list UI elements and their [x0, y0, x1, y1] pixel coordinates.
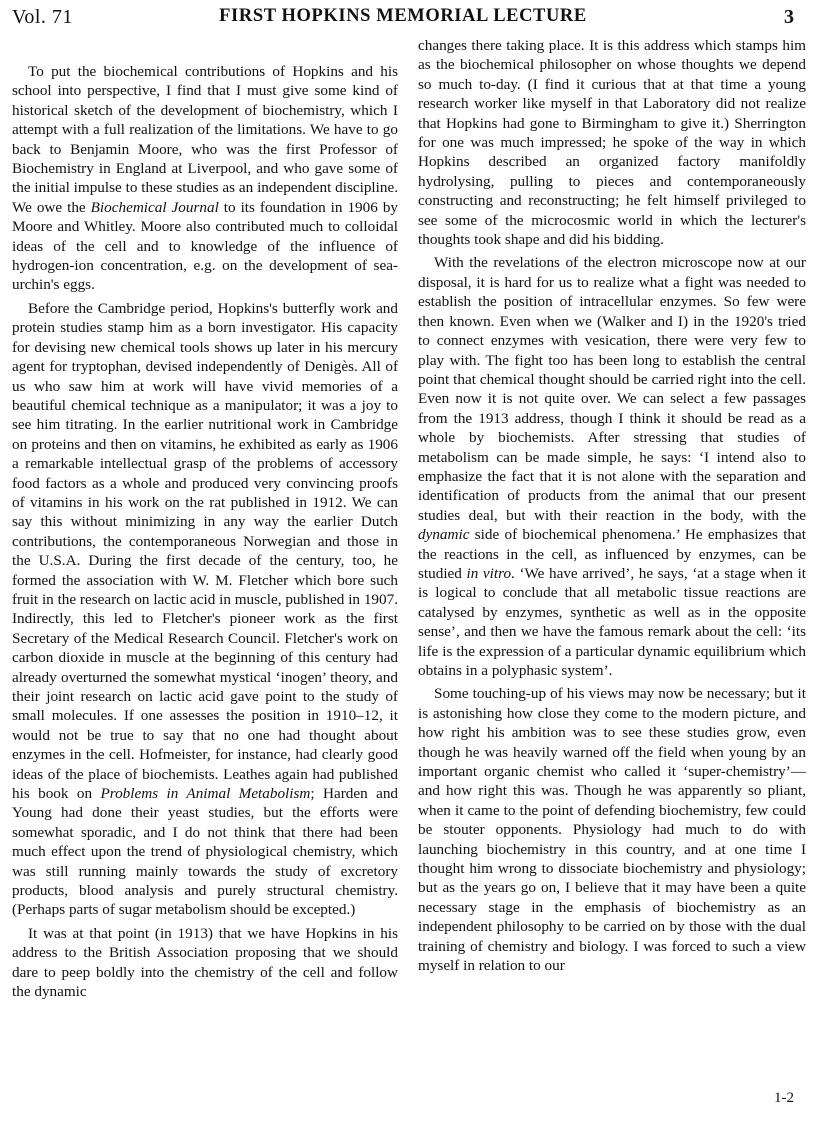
- paragraph: Some touching-up of his views may now be necessary; but it is astonishing how close they come to the modern picture, and how right his ambition was to see these studies grow, even though he was heavily warned off the field when young by an important organic chemist who called it ‘super-chemistry’—and how right this was. Though he was apparently so pliant, when it came to the point of defending biochemistry, few could be stouter opponents. Physiology had much to do with launching biochemistry in this country, and at one time I thought him wrong to dissociate biochemistry and physiology; but as the years go on, I believe that it may have been a quite necessary stage in the emphasis of biochemistry as an independent philosophy to be carried on by those with the dual training of chemistry and biology. I was forced to such a view myself in relation to our: [418, 685, 806, 975]
- left-column: [12, 62, 398, 1006]
- journal-title: Biochemical Journal: [90, 198, 219, 216]
- paragraph: With the revelations of the electron microscope now at our disposal, it is hard for us to realize what a fight was needed to establish the position of intracellular enzymes. So few were then known. Even when we (Walker and I) in the 1920's tried to connect enzymes with vesication, there were very few to play with. The fight too has been long to establish the central point that chemical thought should be carried right into the cell. Even now it is not quite over. We can select a few passages from the 1913 address, though I think it should be read as a whole by biochemists. After stressing that studies of metabolism can be made simple, he says: ‘I intend also to emphasize the fact that it is not alone with the separation and identification of products from the animal that our present studies deal, but with their reaction in the body, with the dynamic side of biochemical phenomena.’ He emphasizes that the reactions in the cell, as influenced by enzymes, can be studied in vitro. ‘We have arrived’, he says, ‘at a stage when it is logical to conclude that all metabolic tissue reactions are catalysed by enzymes, synthetic as well as in the opposite sense’, and then we have the famous remark about the cell: ‘its life is the expression of a particular dynamic equilibrium which obtains in a polyphasic system’.: [418, 254, 807, 679]
- volume-label: Vol. 71: [12, 6, 73, 28]
- paragraph: changes there taking place. It is this address which stamps him as the biochemical philosopher on whose thoughts we depend so much to-day. (I find it curious that at that time a young research worker like myself in that Laboratory did not realize that Hopkins had gone to Birmingham to give it.) Sherrington for one was much impressed; he spoke of the way in which Hopkins described an organized factory manifoldly hydrolysing, pulling to pieces and contemporaneously constructing and reconstructing; he felt himself privileged to see some of the microcosmic world in which the lecturer's thoughts took shape and did his bidding.: [418, 37, 806, 249]
- signature-mark: 1-2: [774, 1090, 794, 1106]
- right-column: [418, 36, 806, 980]
- running-header: [12, 6, 794, 36]
- emphasis: dynamic: [418, 526, 470, 544]
- running-title: FIRST HOPKINS MEMORIAL LECTURE: [219, 6, 587, 26]
- paragraph: It was at that point (in 1913) that we have Hopkins in his address to the British Association proposing that we should dare to peep boldly into the chemistry of the cell and follow the dynamic: [12, 924, 398, 1001]
- emphasis: in vitro: [466, 564, 512, 582]
- book-title: Problems in Animal Metabolism: [100, 785, 311, 803]
- page-number: 3: [784, 6, 794, 28]
- paragraph: To put the biochemical contributions of Hopkins and his school into perspective, I find that I must give some kind of historical sketch of the development of biochemistry, which I attempt with a full realization of the limitations. We have to go back to Benjamin Moore, who was the first Professor of Biochemistry in England at Liverpool, and who gave some of the initial impulse to these studies as an independent discipline. We owe the Biochemical Journal to its foundation in 1906 by Moore and Whitley. Moore also contributed much to colloidal ideas of the cell and to knowledge of the influence of hydrogen-ion concentration, e.g. on the development of sea-urchin's eggs.: [12, 63, 399, 294]
- paragraph: Before the Cambridge period, Hopkins's butterfly work and protein studies stamp him as a born investigator. His capacity for devising new chemical tools shows up later in his mercury agent for tryptophan, devised independently of Denigès. All of us who saw him at work will have vivid memories of a beautiful chemical technique as a manipulator; it was a joy to see him titrating. In the earlier nutritional work in Cambridge on proteins and then on vitamins, he exhibited as early as 1906 a remarkable intellectual grasp of the problems of accessory food factors as a whole and produced very convincing proofs of vitamins in his work on the rat published in 1912. We can say this without minimizing in any way the earlier Dutch contributions, the contemporaneous Norwegian and those in the U.S.A. During the first decade of the century, too, he formed the association with W. M. Fletcher which bore such fruit in the research on lactic acid in muscle, published in 1907. Indirectly, this led to Fletcher's pioneer work as the first Secretary of the Medical Research Council. Fletcher's work on carbon dioxide in muscle at the beginning of this century had already overturned the somewhat mystical ‘inogen’ theory, and their joint research on lactic acid gave point to the study of small molecules. If one assesses the position in 1910–12, it would not be true to say that no one had thought about enzymes in the cell. Hofmeister, for instance, had clearly good ideas of the place of biochemists. Leathes again had published his book on Problems in Animal Metabolism; Harden and Young had done their yeast studies, but the efforts were somewhat sporadic, and I do not think that there had been much effect upon the trend of physiological chemistry, which was still running mainly towards the study of excretory products, blood analysis and purely structural chemistry. (Perhaps parts of sugar metabolism should be excepted.): [12, 299, 399, 919]
